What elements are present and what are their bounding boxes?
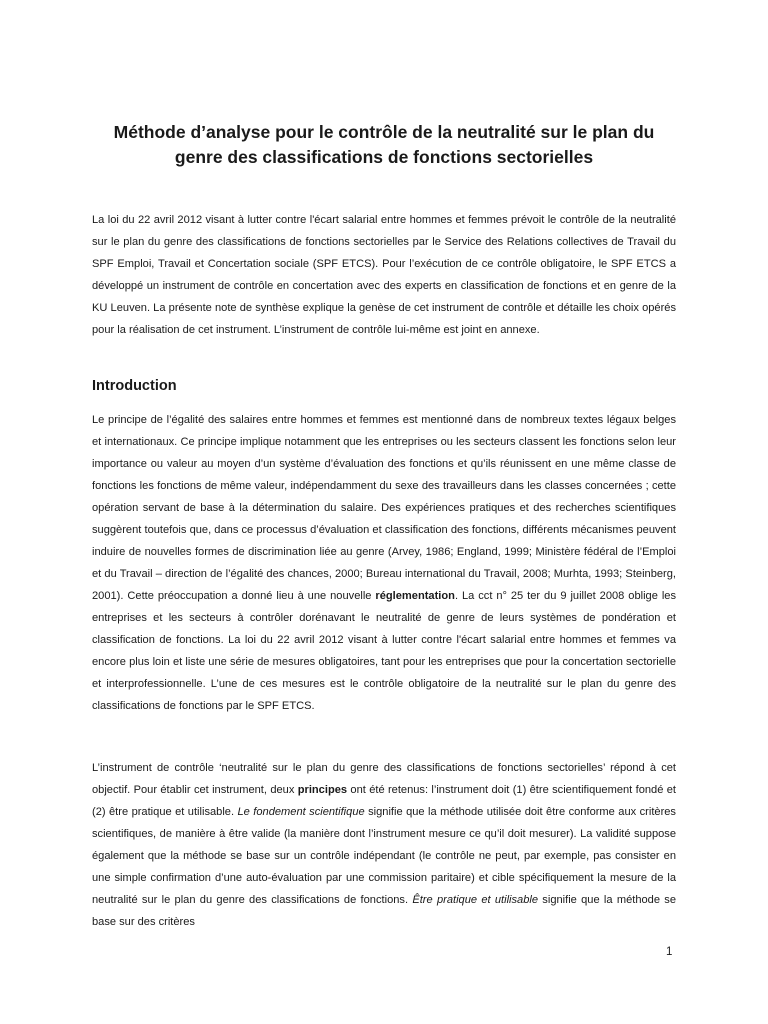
bold-term: réglementation (375, 590, 455, 602)
intro-paragraph: La loi du 22 avril 2012 visant à lutter contre l'écart salarial entre hommes et femmes prévoit le contrôle de la neutralité sur le plan du genre des classifications de fonctions sectorielles par le Service des Relations collectives de Travail du SPF Emploi, Travail et Concertation sociale (SPF ETCS). Pour l’exécution de ce contrôle obligatoire, le SPF ETCS a développé un instrument de contrôle en concertation avec des experts en classification de fonctions et en genre de la KU Leuven. La présente note de synthèse explique la genèse de cet instrument de contrôle et détaille les choix opérés pour la réalisation de cet instrument. L’instrument de contrôle lui-même est joint en annexe. (92, 214, 676, 336)
paragraph-text: ont été retenus: l’instrument doit (1) être scientifiquement fondé et (2) être pratique et utilisable. (92, 784, 676, 818)
paragraph-text: Le principe de l’égalité des salaires entre hommes et femmes est mentionné dans de nombreux textes légaux belges et internationaux. Ce principe implique notamment que les entreprises ou les secteurs classent les fonctions selon leur importance ou valeur au moyen d’un système d’évaluation des fonctions et qu’ils réunissent en une même classe de fonctions les fonctions de même valeur, indépendamment du sexe des travailleurs dans les classes concernées ; cette opération servant de base à la détermination du salaire. Des expériences pratiques et des recherches scientifiques suggèrent toutefois que, dans ce processus d’évaluation et classification des fonctions, différents mécanismes peuvent induire de nouvelles formes de discrimination liée au genre (Arvey, 1986; England, 1999; Ministère fédéral de l’Emploi et du Travail – direction de l’égalité des chances, 2000; Bureau international du Travail, 2008; Murhta, 1993; Steinberg, 2001). Cette préoccupation a donné lieu à une nouvelle (92, 414, 676, 602)
paragraph-text: . La cct n° 25 ter du 9 juillet 2008 oblige les entreprises et les secteurs à contrôler dorénavant le neutralité de genre de leurs systèmes de pondération et classification de fonctions. La loi du 22 avril 2012 visant à lutter contre l'écart salarial entre hommes et femmes va encore plus loin et liste une série de mesures obligatoires, tant pour les entreprises que pour la concertation sectorielle et interprofessionnelle. L’une de ces mesures est le contrôle obligatoire de la neutralité sur le plan du genre des classifications de fonctions par le SPF ETCS. (92, 590, 677, 712)
paragraph-text: signifie que la méthode utilisée doit être conforme aux critères scientifiques, de manière à être valide (la manière dont l’instrument mesure ce qu’il doit mesurer). La validité suppose également que la méthode se base sur un contrôle indépendant (le contrôle ne peut, par exemple, pas consister en une simple confirmation d’une auto-évaluation par une commission paritaire) et cible spécifiquement la mesure de la neutralité sur le plan du genre des classifications de fonctions. (92, 806, 676, 906)
page-number: 1 (666, 946, 673, 958)
italic-term: Être pratique et utilisable (412, 894, 539, 906)
section-heading: Introduction (92, 378, 177, 394)
paragraph-text: signifie que la méthode se base sur des critères (92, 894, 676, 928)
paragraph-text: L’instrument de contrôle ‘neutralité sur le plan du genre des classifications de fonctions sectorielles’ répond à cet objectif. Pour établir cet instrument, deux (92, 762, 676, 796)
paragraph-instrument (92, 757, 676, 933)
paragraph-principle (92, 409, 676, 717)
document-title: Méthode d’analyse pour le contrôle de la neutralité sur le plan du genre des classifications de fonctions sectorielles (113, 122, 655, 167)
italic-term: Le fondement scientifique (237, 806, 365, 818)
bold-term: principes (297, 784, 348, 796)
